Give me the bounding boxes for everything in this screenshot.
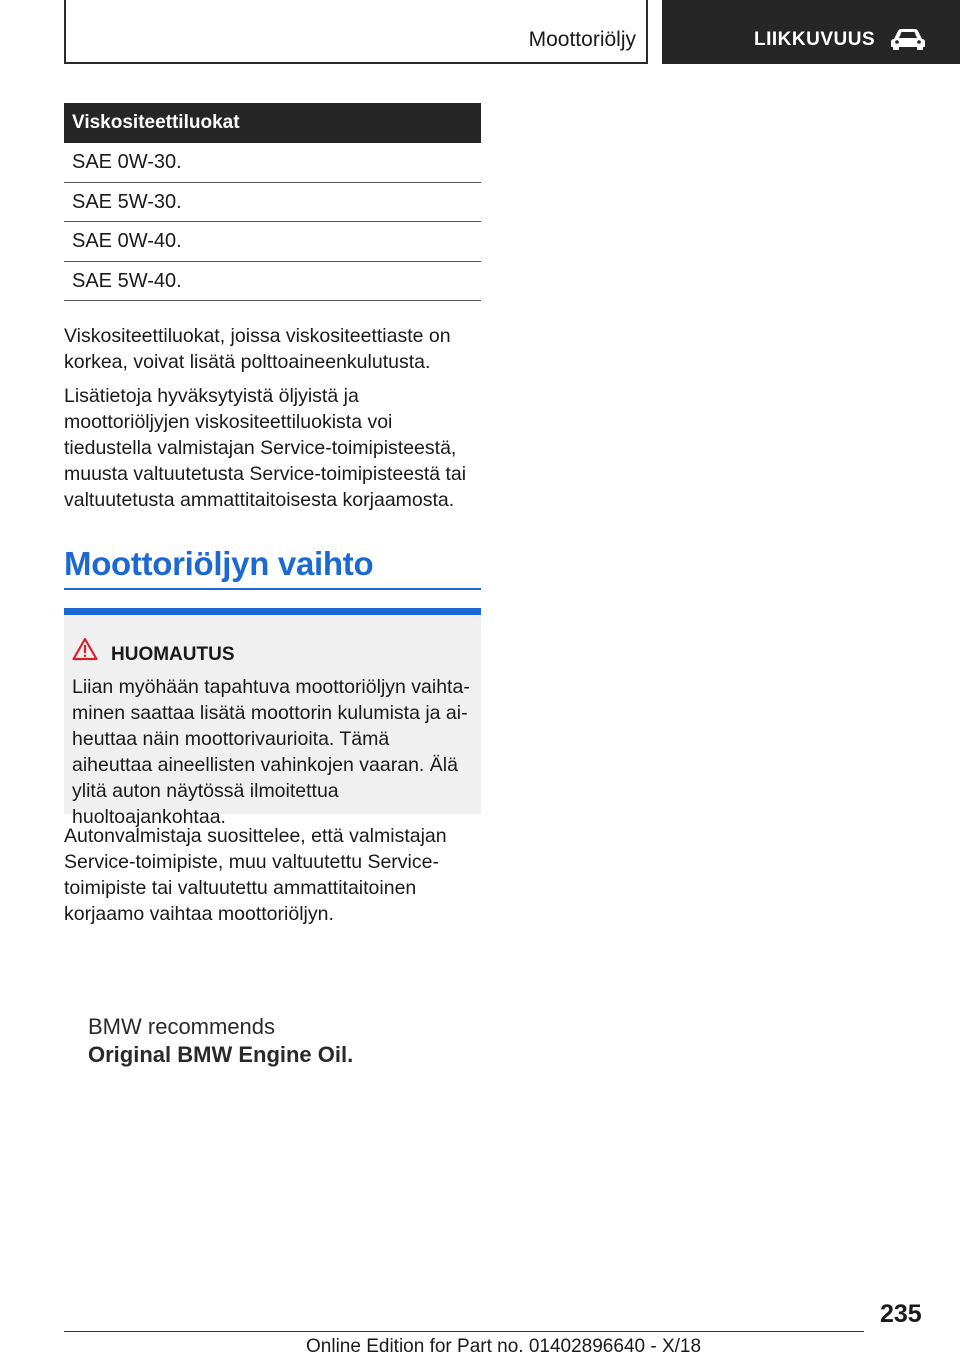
bmw-ad-line2: Original BMW Engine Oil. (88, 1042, 354, 1067)
header-chapter-title: LIIKKUVUUS (754, 29, 876, 50)
bmw-ad-line1: BMW recommends (88, 1014, 276, 1039)
heading-underline (64, 588, 481, 590)
table-row: SAE 5W-40. (64, 262, 481, 302)
notice-title: HUOMAUTUS (111, 644, 235, 665)
page-number: 235 (880, 1300, 922, 1328)
table-row: SAE 5W-30. (64, 183, 481, 223)
section-heading: Moottoriöljyn vaihto (64, 545, 374, 582)
car-icon (890, 27, 926, 51)
notice-box (64, 608, 481, 828)
header-chapter-tab (662, 0, 960, 64)
viscosity-table (64, 103, 481, 301)
bmw-oil-advert (88, 1013, 353, 1069)
paragraph-viscosity-note: Viskositeettiluokat, joissa viskositeettiaste on korkea, voivat lisätä polttoaineenkulutusta. (64, 325, 451, 373)
warning-triangle-icon (72, 637, 98, 661)
table-row: SAE 0W-30. (64, 143, 481, 183)
paragraph-recommendation: Autonvalmistaja suosittelee, että valmistajan Service-toimipiste, muu valtuutettu Service-toimipiste tai valtuutettu ammattitaitoinen korjaamo vaihtaa moottoriöljyn. (64, 825, 447, 925)
footer-divider (64, 1331, 864, 1332)
viscosity-table-header: Viskositeettiluokat (64, 103, 481, 143)
footer-edition: Online Edition for Part no. 01402896640 - X/18 (306, 1336, 702, 1357)
table-row: SAE 0W-40. (64, 222, 481, 262)
notice-text: Liian myöhään tapahtuva moottoriöljyn vaihtaminen saattaa lisätä moottorin kulumista ja aiheuttaa näin moottorivaurioita. Tämä aiheuttaa aineellisten vahinkojen vaaran. Älä ylitä auton näytössä ilmoitettua huoltoajankohtaa. (72, 676, 470, 828)
header-section-title: Moottoriöljy (528, 28, 636, 51)
paragraph-more-info: Lisätietoja hyväksytyistä öljyistä ja moottoriöljyjen viskositeettiluokista voi tiedustella valmistajan Service-toimipisteestä, muusta valtuutetusta Service-toimipisteestä tai valtuutetusta ammattitaitoisesta korjaamosta. (64, 385, 467, 511)
header-section-box (64, 0, 648, 64)
